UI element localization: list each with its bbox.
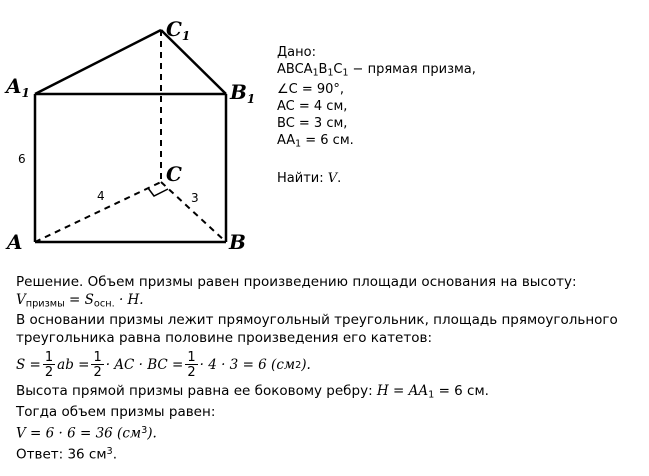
label-b1: $B_1$ [230,80,256,106]
height-statement: Высота прямой призмы равна ее боковому ребру: $H = AA_1 = 6$ см. [16,383,489,401]
given-find: Найти: V. [277,170,342,186]
volume-intro: Тогда объем призмы равен: [16,404,216,421]
volume-formula: $V_{призмы} = S_{осн.} \cdot H$. [16,291,144,309]
label-b: B [229,230,246,254]
label-a1: $A_1$ [6,74,30,100]
given-title: Дано: [277,45,316,60]
solution-base-text: В основании призмы лежит прямоугольный треугольник, площадь прямоугольного [16,312,618,329]
given-line-ac: AC = 4 см, [277,99,348,115]
given-line-bc: BC = 3 см, [277,116,348,132]
label-ac: 4 [97,189,105,203]
given-line-aa1: $AA_1 = 6$ см. [277,133,354,150]
given-line-angle: ∠C = 90°, [277,82,345,98]
given-line-prism: $ABCA_1B_1C_1$ − прямая призма, [277,62,476,79]
edge-a1-c1 [35,30,161,94]
solution-block [16,274,646,464]
label-a: A [7,230,23,254]
answer: Ответ: 36 $см^3$. [16,445,118,463]
area-formula: S = $\frac{1}{2}$ ab = $\frac{1}{2}$ · AC · BC = $\frac{1}{2}$ · 4 · 3 = 6 (см 2 ). [16,350,311,381]
label-bc: 3 [191,191,199,205]
label-height: 6 [18,152,26,166]
solution-intro: Решение. Объем призмы равен произведению площади основания на высоту: [16,274,577,290]
given-block [277,44,476,187]
prism-figure [0,0,270,262]
right-angle-mark [148,188,168,196]
label-c1: $C_1$ [166,17,191,43]
label-c: C [166,162,182,186]
volume-calc: V = 6 · 6 = 36 $(см^3)$. [16,424,157,442]
solution-base-text-2: треугольника равна половине произведения его катетов: [16,329,432,346]
